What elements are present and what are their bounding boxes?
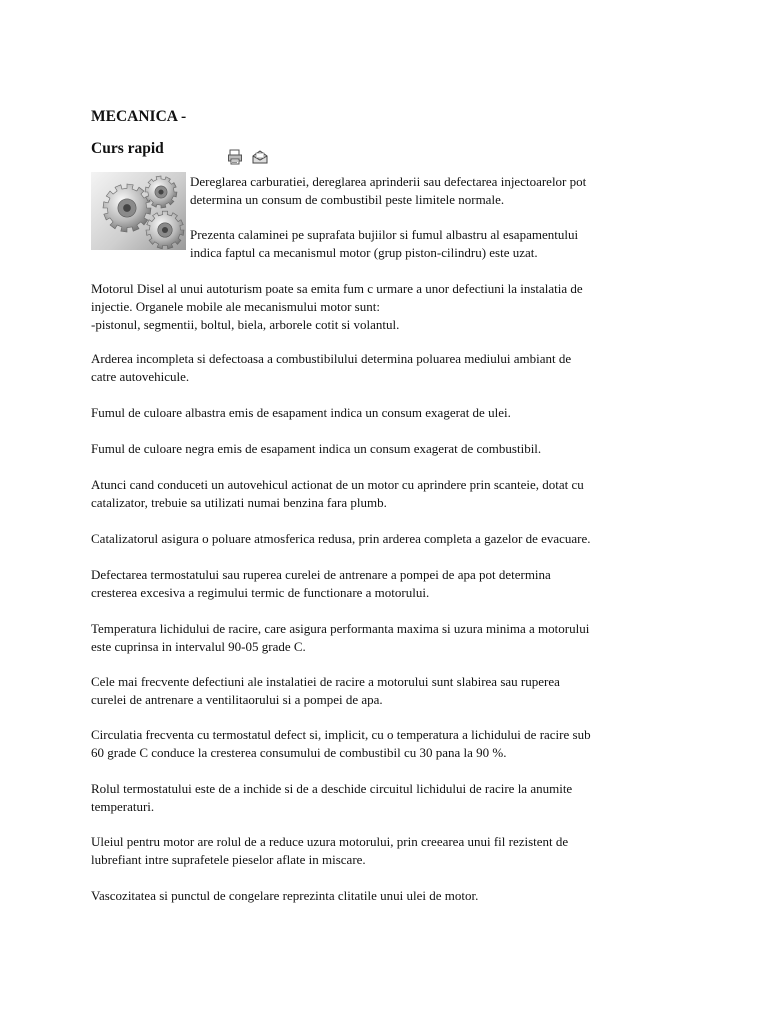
- paragraph-line: Vascozitatea si punctul de congelare reprezinta clitatile unui ulei de motor.: [91, 888, 479, 903]
- gears-image: [91, 172, 186, 250]
- paragraph-line: injectie. Organele mobile ale mecanismului motor sunt:: [91, 299, 380, 314]
- toolbar: [227, 149, 268, 165]
- paragraph-9: [91, 566, 551, 602]
- document-title: MECANICA -: [91, 108, 187, 125]
- paragraph-line: Rolul termostatului este de a inchide si de a deschide circuitul lichidului de racire la anumite: [91, 781, 573, 796]
- paragraph-6: [91, 440, 541, 458]
- paragraph-line: Arderea incompleta si defectoasa a combustibilului determina poluarea mediului ambiant de: [91, 351, 572, 366]
- paragraph-line: -pistonul, segmentii, boltul, biela, arborele cotit si volantul.: [91, 317, 400, 332]
- paragraph-line: cresterea excesiva a regimului termic de functionare a motorului.: [91, 585, 430, 600]
- paragraph-4: [91, 350, 571, 386]
- paragraph-15: [91, 887, 478, 905]
- paragraph-line: catalizator, trebuie sa utilizati numai benzina fara plumb.: [91, 495, 387, 510]
- paragraph-line: Defectarea termostatului sau ruperea curelei de antrenare a pompei de apa pot determina: [91, 567, 551, 582]
- print-icon[interactable]: [227, 149, 243, 165]
- paragraph-11: [91, 673, 560, 709]
- email-icon[interactable]: [252, 149, 268, 165]
- paragraph-line: Catalizatorul asigura o poluare atmosferica redusa, prin arderea completa a gazelor de evacuare.: [91, 531, 591, 546]
- paragraph-12: [91, 726, 591, 762]
- paragraph-line: este cuprinsa in intervalul 90-05 grade C.: [91, 639, 306, 654]
- paragraph-line: curelei de antrenare a ventilitaorului si a pompei de apa.: [91, 692, 383, 707]
- paragraph-2: [190, 226, 578, 262]
- paragraph-7: [91, 476, 584, 512]
- paragraph-13: [91, 780, 572, 816]
- paragraph-3: [91, 280, 583, 334]
- paragraph-8: [91, 530, 591, 548]
- paragraph-line: Fumul de culoare negra emis de esapament indica un consum exagerat de combustibil.: [91, 441, 542, 456]
- paragraph-1: [190, 173, 586, 209]
- paragraph-line: determina un consum de combustibil peste limitele normale.: [190, 192, 505, 207]
- paragraph-line: temperaturi.: [91, 799, 155, 814]
- paragraph-line: lubrefiant intre suprafetele pieselor aflate in miscare.: [91, 852, 366, 867]
- paragraph-line: Motorul Disel al unui autoturism poate sa emita fum c urmare a unor defectiuni la instalatia de: [91, 281, 583, 296]
- paragraph-line: Dereglarea carburatiei, dereglarea aprinderii sau defectarea injectoarelor pot: [190, 174, 587, 189]
- paragraph-line: Atunci cand conduceti un autovehicul actionat de un motor cu aprindere prin scanteie, dotat cu: [91, 477, 584, 492]
- paragraph-line: Circulatia frecventa cu termostatul defect si, implicit, cu o temperatura a lichidului de racire sub: [91, 727, 591, 742]
- paragraph-14: [91, 833, 568, 869]
- paragraph-10: [91, 620, 589, 656]
- paragraph-line: Uleiul pentru motor are rolul de a reduce uzura motorului, prin creearea unui fil rezistent de: [91, 834, 569, 849]
- paragraph-line: catre autovehicule.: [91, 369, 190, 384]
- paragraph-line: Temperatura lichidului de racire, care asigura performanta maxima si uzura minima a motorului: [91, 621, 590, 636]
- document-subtitle: Curs rapid: [91, 140, 164, 157]
- paragraph-line: Cele mai frecvente defectiuni ale instalatiei de racire a motorului sunt slabirea sau ruperea: [91, 674, 560, 689]
- paragraph-line: indica faptul ca mecanismul motor (grup piston-cilindru) este uzat.: [190, 245, 538, 260]
- paragraph-line: Prezenta calaminei pe suprafata bujiilor si fumul albastru al esapamentului: [190, 227, 579, 242]
- paragraph-line: 60 grade C conduce la cresterea consumului de combustibil cu 30 pana la 90 %.: [91, 745, 507, 760]
- paragraph-5: [91, 404, 511, 422]
- paragraph-line: Fumul de culoare albastra emis de esapament indica un consum exagerat de ulei.: [91, 405, 511, 420]
